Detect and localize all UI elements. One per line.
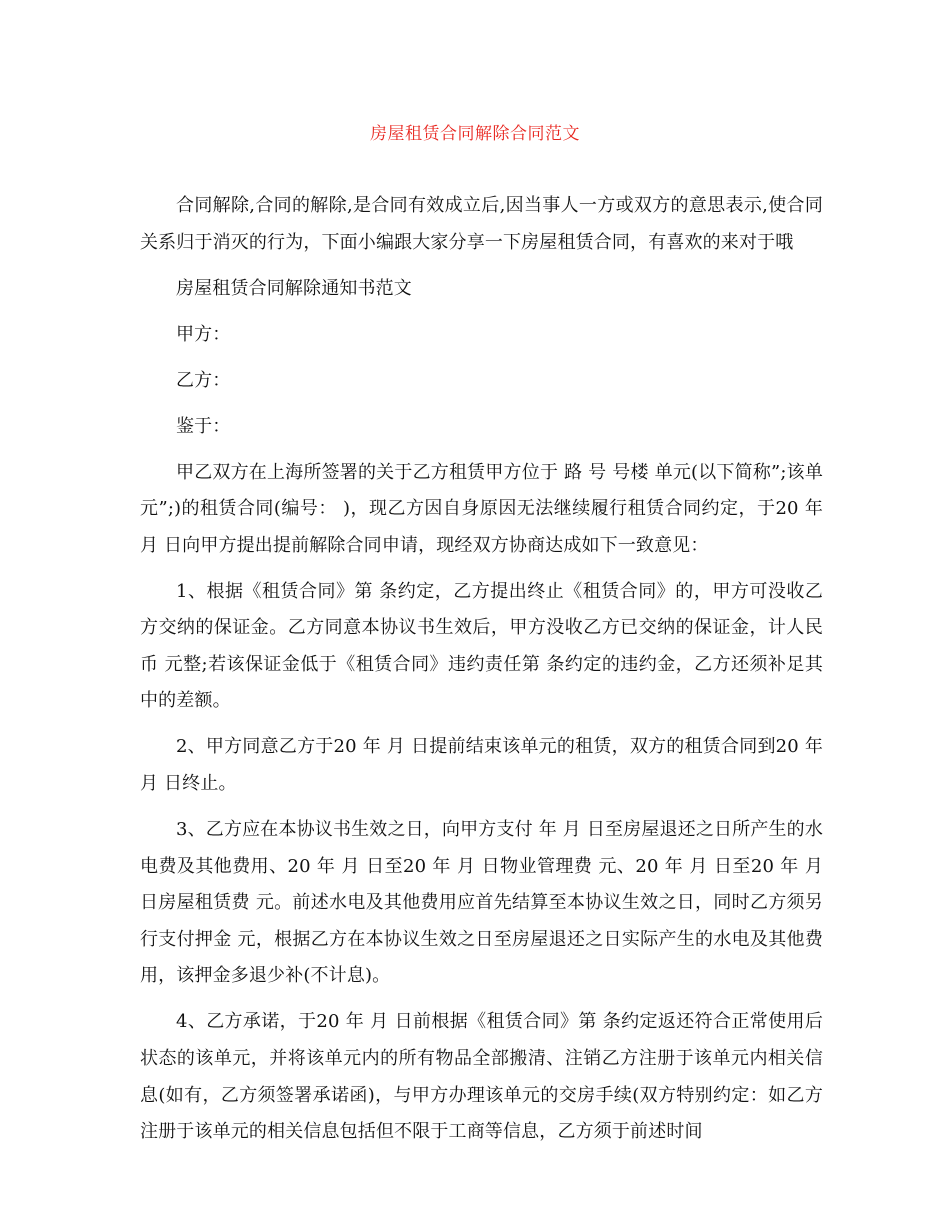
- paragraph-clause-3: 3、乙方应在本协议书生效之日，向甲方支付 年 月 日至房屋退还之日所产生的水电费及其他费用、20 年 月 日至20 年 月 日物业管理费 元、20 年 月 日至20 年 月 日房屋租赁费 元。前述水电及其他费用应首先结算至本协议生效之日，同时乙方须另行支付押金 元，根据乙方在本协议生效之日至房屋退还之日实际产生的水电及其他费用，该押金多退少补(不计息)。: [140, 819, 823, 987]
- paragraph-party-a: 甲方：: [176, 323, 231, 345]
- paragraph-background: 甲乙双方在上海所签署的关于乙方租赁甲方位于 路 号 号楼 单元(以下简称”;该单元”;)的租赁合同(编号： )，现乙方因自身原因无法继续履行租赁合同约定，于20 年 月 日向甲方提出提前解除合同申请，现经双方协商达成如下一致意见：: [140, 461, 823, 556]
- document-title: 房屋租赁合同解除合同范文: [370, 124, 580, 144]
- paragraph-intro: 合同解除,合同的解除,是合同有效成立后,因当事人一方或双方的意思表示,使合同关系归于消灭的行为，下面小编跟大家分享一下房屋租赁合同，有喜欢的来对于哦: [140, 195, 823, 253]
- paragraph-notice-heading: 房屋租赁合同解除通知书范文: [176, 277, 412, 299]
- paragraph-clause-4: 4、乙方承诺，于20 年 月 日前根据《租赁合同》第 条约定返还符合正常使用后状态的该单元，并将该单元内的所有物品全部搬清、注销乙方注册于该单元内相关信息(如有，乙方须签署承诺函)，与甲方办理该单元的交房手续(双方特别约定：如乙方注册于该单元的相关信息包括但不限于工商等信息，乙方须于前述时间: [140, 1011, 823, 1143]
- paragraph-whereas: 鉴于：: [176, 415, 231, 437]
- paragraph-party-b: 乙方：: [176, 369, 231, 391]
- document-body: [140, 188, 823, 1160]
- paragraph-clause-2: 2、甲方同意乙方于20 年 月 日提前结束该单元的租赁，双方的租赁合同到20 年 月 日终止。: [140, 736, 823, 795]
- paragraph-clause-1: 1、根据《租赁合同》第 条约定，乙方提出终止《租赁合同》的，甲方可没收乙方交纳的保证金。乙方同意本协议书生效后，甲方没收乙方已交纳的保证金，计人民币 元整;若该保证金低于《租赁合同》违约责任第 条约定的违约金，乙方还须补足其中的差额。: [140, 580, 823, 712]
